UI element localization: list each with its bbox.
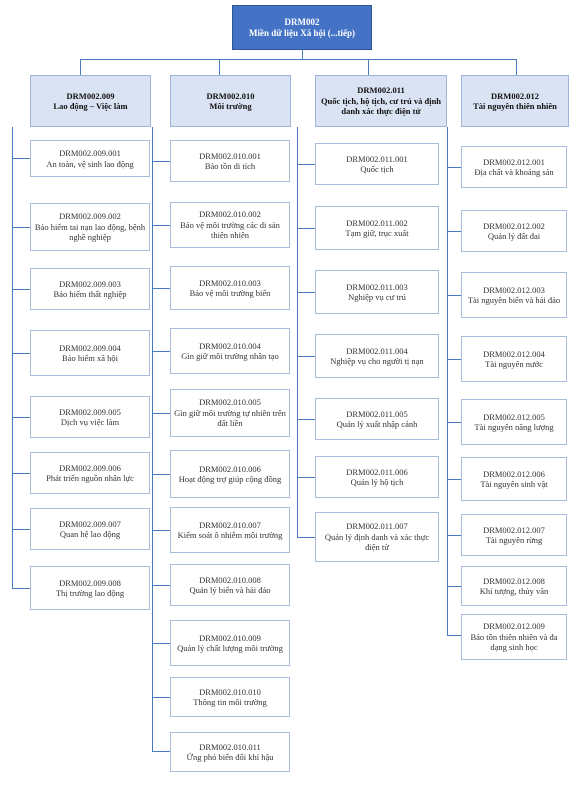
leaf-code: DRM002.011.001 [346, 153, 408, 164]
leaf-title: Gìn giữ môi trường nhân tạo [181, 351, 279, 361]
leaf-title: Nghiệp vụ cho người tị nạn [330, 356, 424, 366]
group-node-labor [30, 75, 151, 127]
leaf-title: Tài nguyên biển và hải đảo [467, 295, 561, 305]
leaf-title: Quản lý chất lượng môi trường [177, 643, 283, 653]
leaf-code: DRM002.010.004 [199, 340, 261, 351]
leaf-node [461, 566, 567, 606]
leaf-title: Phát triển nguồn nhân lực [46, 473, 134, 483]
leaf-node [170, 140, 290, 182]
leaf-code: DRM002.009.008 [59, 577, 121, 588]
leaf-code: DRM002.009.006 [59, 462, 121, 473]
leaf-code: DRM002.011.007 [346, 521, 408, 532]
leaf-code: DRM002.011.004 [346, 345, 408, 356]
leaf-title: Quốc tịch [360, 164, 394, 174]
leaf-code: DRM002.009.003 [59, 278, 121, 289]
connector-stub [447, 295, 461, 296]
connector-stub [447, 422, 461, 423]
connector-spine-4 [447, 127, 448, 635]
leaf-code: DRM002.012.008 [483, 575, 545, 586]
connector-stub [12, 417, 30, 418]
leaf-title: Bảo hiểm xã hội [62, 353, 118, 363]
connector-stub [152, 413, 170, 414]
connector-stub [152, 351, 170, 352]
leaf-node [30, 140, 150, 177]
leaf-node [30, 508, 150, 550]
connector-stub [152, 161, 170, 162]
connector-stub [297, 292, 315, 293]
connector-group-3 [368, 59, 369, 75]
leaf-code: DRM002.010.003 [199, 277, 261, 288]
leaf-node [315, 456, 439, 498]
leaf-node [461, 336, 567, 382]
leaf-code: DRM002.012.003 [483, 284, 545, 295]
leaf-title: Tài nguyên rừng [485, 535, 543, 545]
group-title: Lao động – Việc làm [53, 101, 128, 111]
leaf-code: DRM002.009.005 [59, 406, 121, 417]
root-code: DRM002 [284, 16, 320, 27]
leaf-node [170, 450, 290, 498]
connector-spine-1 [12, 127, 13, 589]
leaf-code: DRM002.010.005 [199, 397, 261, 408]
leaf-node [461, 514, 567, 556]
leaf-title: Bảo hiểm tai nạn lao động, bệnh nghề nghiệp [34, 221, 146, 243]
group-title: Quốc tịch, hộ tịch, cư trú và định danh xác thực điện tử [320, 95, 442, 117]
leaf-node [170, 620, 290, 666]
leaf-code: DRM002.012.005 [483, 411, 545, 422]
leaf-code: DRM002.009.007 [59, 518, 121, 529]
connector-stub [152, 530, 170, 531]
leaf-code: DRM002.011.005 [346, 408, 408, 419]
leaf-title: Bảo vệ môi trường các di sản thiên nhiên [180, 219, 280, 241]
leaf-title: Quản lý hộ tịch [350, 477, 404, 487]
leaf-code: DRM002.010.006 [199, 463, 261, 474]
connector-stub [12, 588, 30, 589]
leaf-code: DRM002.009.004 [59, 342, 121, 353]
leaf-code: DRM002.012.009 [483, 621, 545, 632]
connector-stub [12, 529, 30, 530]
leaf-node [315, 206, 439, 250]
leaf-code: DRM002.010.011 [199, 741, 261, 752]
connector-stub [152, 225, 170, 226]
connector-stub [152, 697, 170, 698]
leaf-code: DRM002.010.009 [199, 632, 261, 643]
connector-stub [12, 353, 30, 354]
leaf-title: Tài nguyên sinh vật [480, 479, 548, 489]
leaf-node [30, 566, 150, 610]
connector-root-down [302, 50, 303, 59]
connector-stub [297, 419, 315, 420]
leaf-title: Nghiệp vụ cư trú [348, 292, 406, 302]
group-code: DRM002.009 [66, 90, 115, 101]
leaf-code: DRM002.011.003 [346, 281, 408, 292]
leaf-title: Quản lý xuất nhập cảnh [336, 419, 418, 429]
leaf-code: DRM002.012.002 [483, 220, 545, 231]
leaf-node [30, 203, 150, 251]
leaf-title: Quản lý đất đai [487, 231, 541, 241]
leaf-title: Địa chất và khoáng sản [474, 167, 554, 177]
connector-stub [12, 289, 30, 290]
connector-stub [447, 586, 461, 587]
leaf-node [461, 614, 567, 660]
connector-stub [152, 288, 170, 289]
leaf-title: Thông tin môi trường [193, 697, 267, 707]
leaf-code: DRM002.010.008 [199, 574, 261, 585]
leaf-code: DRM002.012.004 [483, 348, 545, 359]
leaf-title: Khí tượng, thủy văn [479, 586, 549, 596]
group-title: Tài nguyên thiên nhiên [473, 101, 557, 111]
group-code: DRM002.010 [206, 90, 255, 101]
connector-stub [447, 167, 461, 168]
leaf-node [170, 266, 290, 310]
connector-stub [297, 356, 315, 357]
connector-stub [447, 635, 461, 636]
leaf-node [30, 452, 150, 494]
leaf-node [170, 732, 290, 772]
leaf-code: DRM002.010.002 [199, 209, 261, 220]
connector-spine-2 [152, 127, 153, 751]
connector-stub [447, 535, 461, 536]
leaf-node [30, 330, 150, 376]
leaf-code: DRM002.012.007 [483, 524, 545, 535]
connector-stub [152, 751, 170, 752]
leaf-node [461, 457, 567, 501]
group-code: DRM002.012 [491, 90, 539, 101]
connector-stub [297, 164, 315, 165]
leaf-title: Bảo tồn di tích [204, 161, 256, 171]
leaf-node [315, 398, 439, 440]
leaf-title: Bảo tồn thiên nhiên và đa dạng sinh học [470, 631, 558, 653]
connector-stub [447, 479, 461, 480]
leaf-title: Tài nguyên năng lượng [474, 422, 554, 432]
leaf-code: DRM002.012.006 [483, 468, 545, 479]
leaf-title: Kiểm soát ô nhiễm môi trường [177, 530, 283, 540]
connector-stub [12, 473, 30, 474]
connector-stub [297, 477, 315, 478]
connector-stub [297, 537, 315, 538]
leaf-title: Dịch vụ việc làm [60, 417, 120, 427]
leaf-title: Quản lý biển và hải đảo [189, 585, 271, 595]
connector-stub [152, 643, 170, 644]
connector-stub [447, 359, 461, 360]
leaf-node [170, 389, 290, 437]
connector-stub [152, 585, 170, 586]
leaf-node [170, 507, 290, 553]
connector-stub [12, 158, 30, 159]
leaf-node [170, 328, 290, 374]
group-code: DRM002.011 [357, 85, 405, 96]
leaf-code: DRM002.009.001 [59, 148, 121, 158]
connector-group-4 [516, 59, 517, 75]
leaf-code: DRM002.010.001 [199, 150, 261, 161]
connector-stub [152, 474, 170, 475]
connector-stub [447, 231, 461, 232]
leaf-code: DRM002.012.001 [483, 156, 545, 167]
leaf-node [461, 210, 567, 252]
leaf-title: Tạm giữ, trục xuất [345, 228, 409, 238]
leaf-node [30, 268, 150, 310]
connector-stub [297, 228, 315, 229]
connector-group-2 [219, 59, 220, 75]
leaf-node [315, 512, 439, 562]
group-node-environment [170, 75, 291, 127]
leaf-title: Thị trường lao động [55, 588, 125, 598]
leaf-node [461, 399, 567, 445]
leaf-title: An toàn, vệ sinh lao động [46, 158, 134, 169]
leaf-node [170, 677, 290, 717]
group-node-natural-resources [461, 75, 569, 127]
leaf-node [315, 270, 439, 314]
leaf-title: Hoạt động trợ giúp cộng đồng [178, 474, 282, 484]
connector-stub [12, 227, 30, 228]
leaf-title: Gìn giữ môi trường tự nhiên trên đất liền [174, 407, 286, 429]
leaf-title: Quản lý định danh và xác thực điện tử [324, 531, 430, 553]
leaf-node [461, 272, 567, 318]
leaf-code: DRM002.010.010 [199, 686, 261, 697]
leaf-node [315, 143, 439, 185]
leaf-code: DRM002.011.006 [346, 466, 408, 477]
connector-horizontal-bus [80, 59, 517, 60]
leaf-title: Tài nguyên nước [485, 359, 543, 369]
leaf-code: DRM002.011.002 [346, 217, 408, 228]
leaf-title: Quan hệ lao động [59, 529, 121, 539]
leaf-title: Ứng phó biến đổi khí hậu [186, 752, 274, 762]
root-node [232, 5, 372, 50]
connector-group-1 [80, 59, 81, 75]
group-title: Môi trường [209, 101, 252, 111]
group-node-citizenship [315, 75, 447, 127]
leaf-code: DRM002.009.002 [59, 211, 121, 222]
leaf-node [30, 396, 150, 438]
leaf-node [170, 564, 290, 606]
leaf-code: DRM002.010.007 [199, 519, 261, 530]
leaf-node [461, 146, 567, 188]
leaf-title: Bảo hiểm thất nghiệp [53, 289, 127, 299]
leaf-node [170, 202, 290, 248]
leaf-title: Bảo vệ môi trường biển [189, 288, 271, 298]
root-title: Miền dữ liệu Xã hội (...tiếp) [249, 27, 355, 38]
leaf-node [315, 334, 439, 378]
